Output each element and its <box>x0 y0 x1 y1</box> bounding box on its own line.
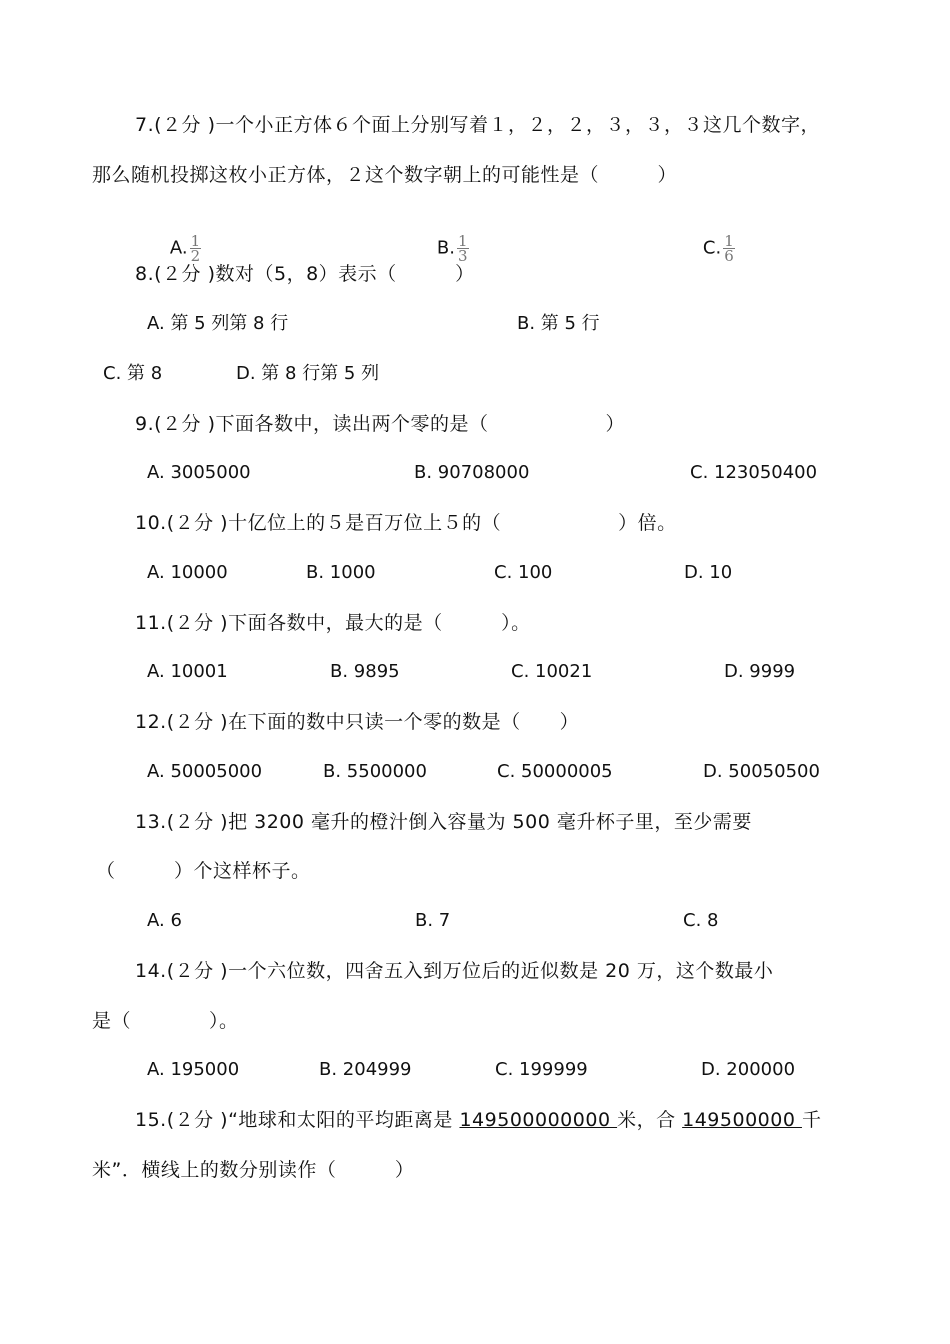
question-11-stem: 11.(２分 )下面各数中，最大的是（ ）。 <box>135 612 531 634</box>
question-7-stem-line1: 7.(２分 )一个小正方体６个面上分别写着１，２，２，３，３，３这几个数字， <box>135 114 820 136</box>
question-10-stem: 10.(２分 )十亿位上的５是百万位上５的（ ）倍。 <box>135 512 677 534</box>
question-9-option-a[interactable]: A. 3005000 <box>147 462 251 483</box>
question-14-option-d[interactable]: D. 200000 <box>701 1059 796 1080</box>
underlined-number-kilometers: 149500000 <box>682 1109 802 1131</box>
question-14-stem-line2: 是（ ）。 <box>92 1010 239 1032</box>
fraction-one-half <box>190 234 202 263</box>
question-12-stem: 12.(２分 )在下面的数中只读一个零的数是（ ） <box>135 711 580 733</box>
question-15-stem-line1 <box>135 1107 821 1133</box>
question-13-stem-line2: （ ）个这样杯子。 <box>96 860 311 882</box>
question-11-option-a[interactable]: A. 10001 <box>147 661 228 682</box>
question-13-option-b[interactable]: B. 7 <box>415 910 451 931</box>
question-15-stem-line2: 米”．横线上的数分别读作（ ） <box>92 1159 415 1181</box>
question-13-option-a[interactable]: A. 6 <box>147 910 182 931</box>
question-13-option-c[interactable]: C. 8 <box>683 910 719 931</box>
fraction-denominator: 6 <box>724 247 734 265</box>
question-14-option-c[interactable]: C. 199999 <box>495 1059 588 1080</box>
underlined-number-meters: 149500000000 <box>459 1109 618 1131</box>
question-9-option-c[interactable]: C. 123050400 <box>690 462 818 483</box>
fraction-numerator: 1 <box>724 232 734 250</box>
question-15-text-part3: 千 <box>801 1109 822 1131</box>
question-12-option-b[interactable]: B. 5500000 <box>323 761 427 782</box>
fraction-one-sixth <box>723 234 735 263</box>
question-11-option-c[interactable]: C. 10021 <box>511 661 593 682</box>
question-11-option-d[interactable]: D. 9999 <box>724 661 796 682</box>
question-10-option-a[interactable]: A. 10000 <box>147 562 228 583</box>
question-9-stem: 9.(２分 )下面各数中，读出两个零的是（ ） <box>135 413 625 435</box>
question-8-option-d[interactable]: D. 第 8 行第 5 列 <box>236 363 380 384</box>
question-10-option-c[interactable]: C. 100 <box>494 562 553 583</box>
question-12-option-a[interactable]: A. 50005000 <box>147 761 263 782</box>
question-13-stem-line1: 13.(２分 )把 3200 毫升的橙汁倒入容量为 500 毫升杯子里，至少需要 <box>135 811 752 833</box>
question-10-option-d[interactable]: D. 10 <box>684 562 733 583</box>
question-7-stem-line2: 那么随机投掷这枚小正方体，２这个数字朝上的可能性是（ ） <box>92 164 678 186</box>
question-14-option-a[interactable]: A. 195000 <box>147 1059 240 1080</box>
question-8-option-b[interactable]: B. 第 5 行 <box>517 313 600 334</box>
question-8-stem: 8.(２分 )数对（5，8）表示（ ） <box>135 263 475 285</box>
fraction-numerator: 1 <box>190 232 201 250</box>
question-8-option-c[interactable]: C. 第 8 <box>103 363 163 384</box>
option-prefix: B. <box>436 237 455 259</box>
option-prefix: A. <box>169 237 188 259</box>
question-11-option-b[interactable]: B. 9895 <box>330 661 400 682</box>
question-15-text-part2: 米，合 <box>617 1109 683 1131</box>
fraction-denominator: 3 <box>457 247 468 265</box>
question-7-option-c[interactable] <box>680 208 735 289</box>
question-12-option-d[interactable]: D. 50050500 <box>703 761 820 782</box>
question-14-option-b[interactable]: B. 204999 <box>319 1059 412 1080</box>
question-14-stem-line1: 14.(２分 )一个六位数，四舍五入到万位后的近似数是 20 万，这个数最小 <box>135 960 774 982</box>
question-10-option-b[interactable]: B. 1000 <box>306 562 376 583</box>
question-9-option-b[interactable]: B. 90708000 <box>414 462 530 483</box>
fraction-denominator: 2 <box>190 247 201 265</box>
question-8-option-a[interactable]: A. 第 5 列第 8 行 <box>147 313 289 334</box>
question-15-text-part1: 15.(２分 )“地球和太阳的平均距离是 <box>135 1109 460 1131</box>
fraction-numerator: 1 <box>457 232 468 250</box>
option-prefix: C. <box>702 237 722 259</box>
fraction-one-third <box>457 234 469 263</box>
question-12-option-c[interactable]: C. 50000005 <box>497 761 613 782</box>
